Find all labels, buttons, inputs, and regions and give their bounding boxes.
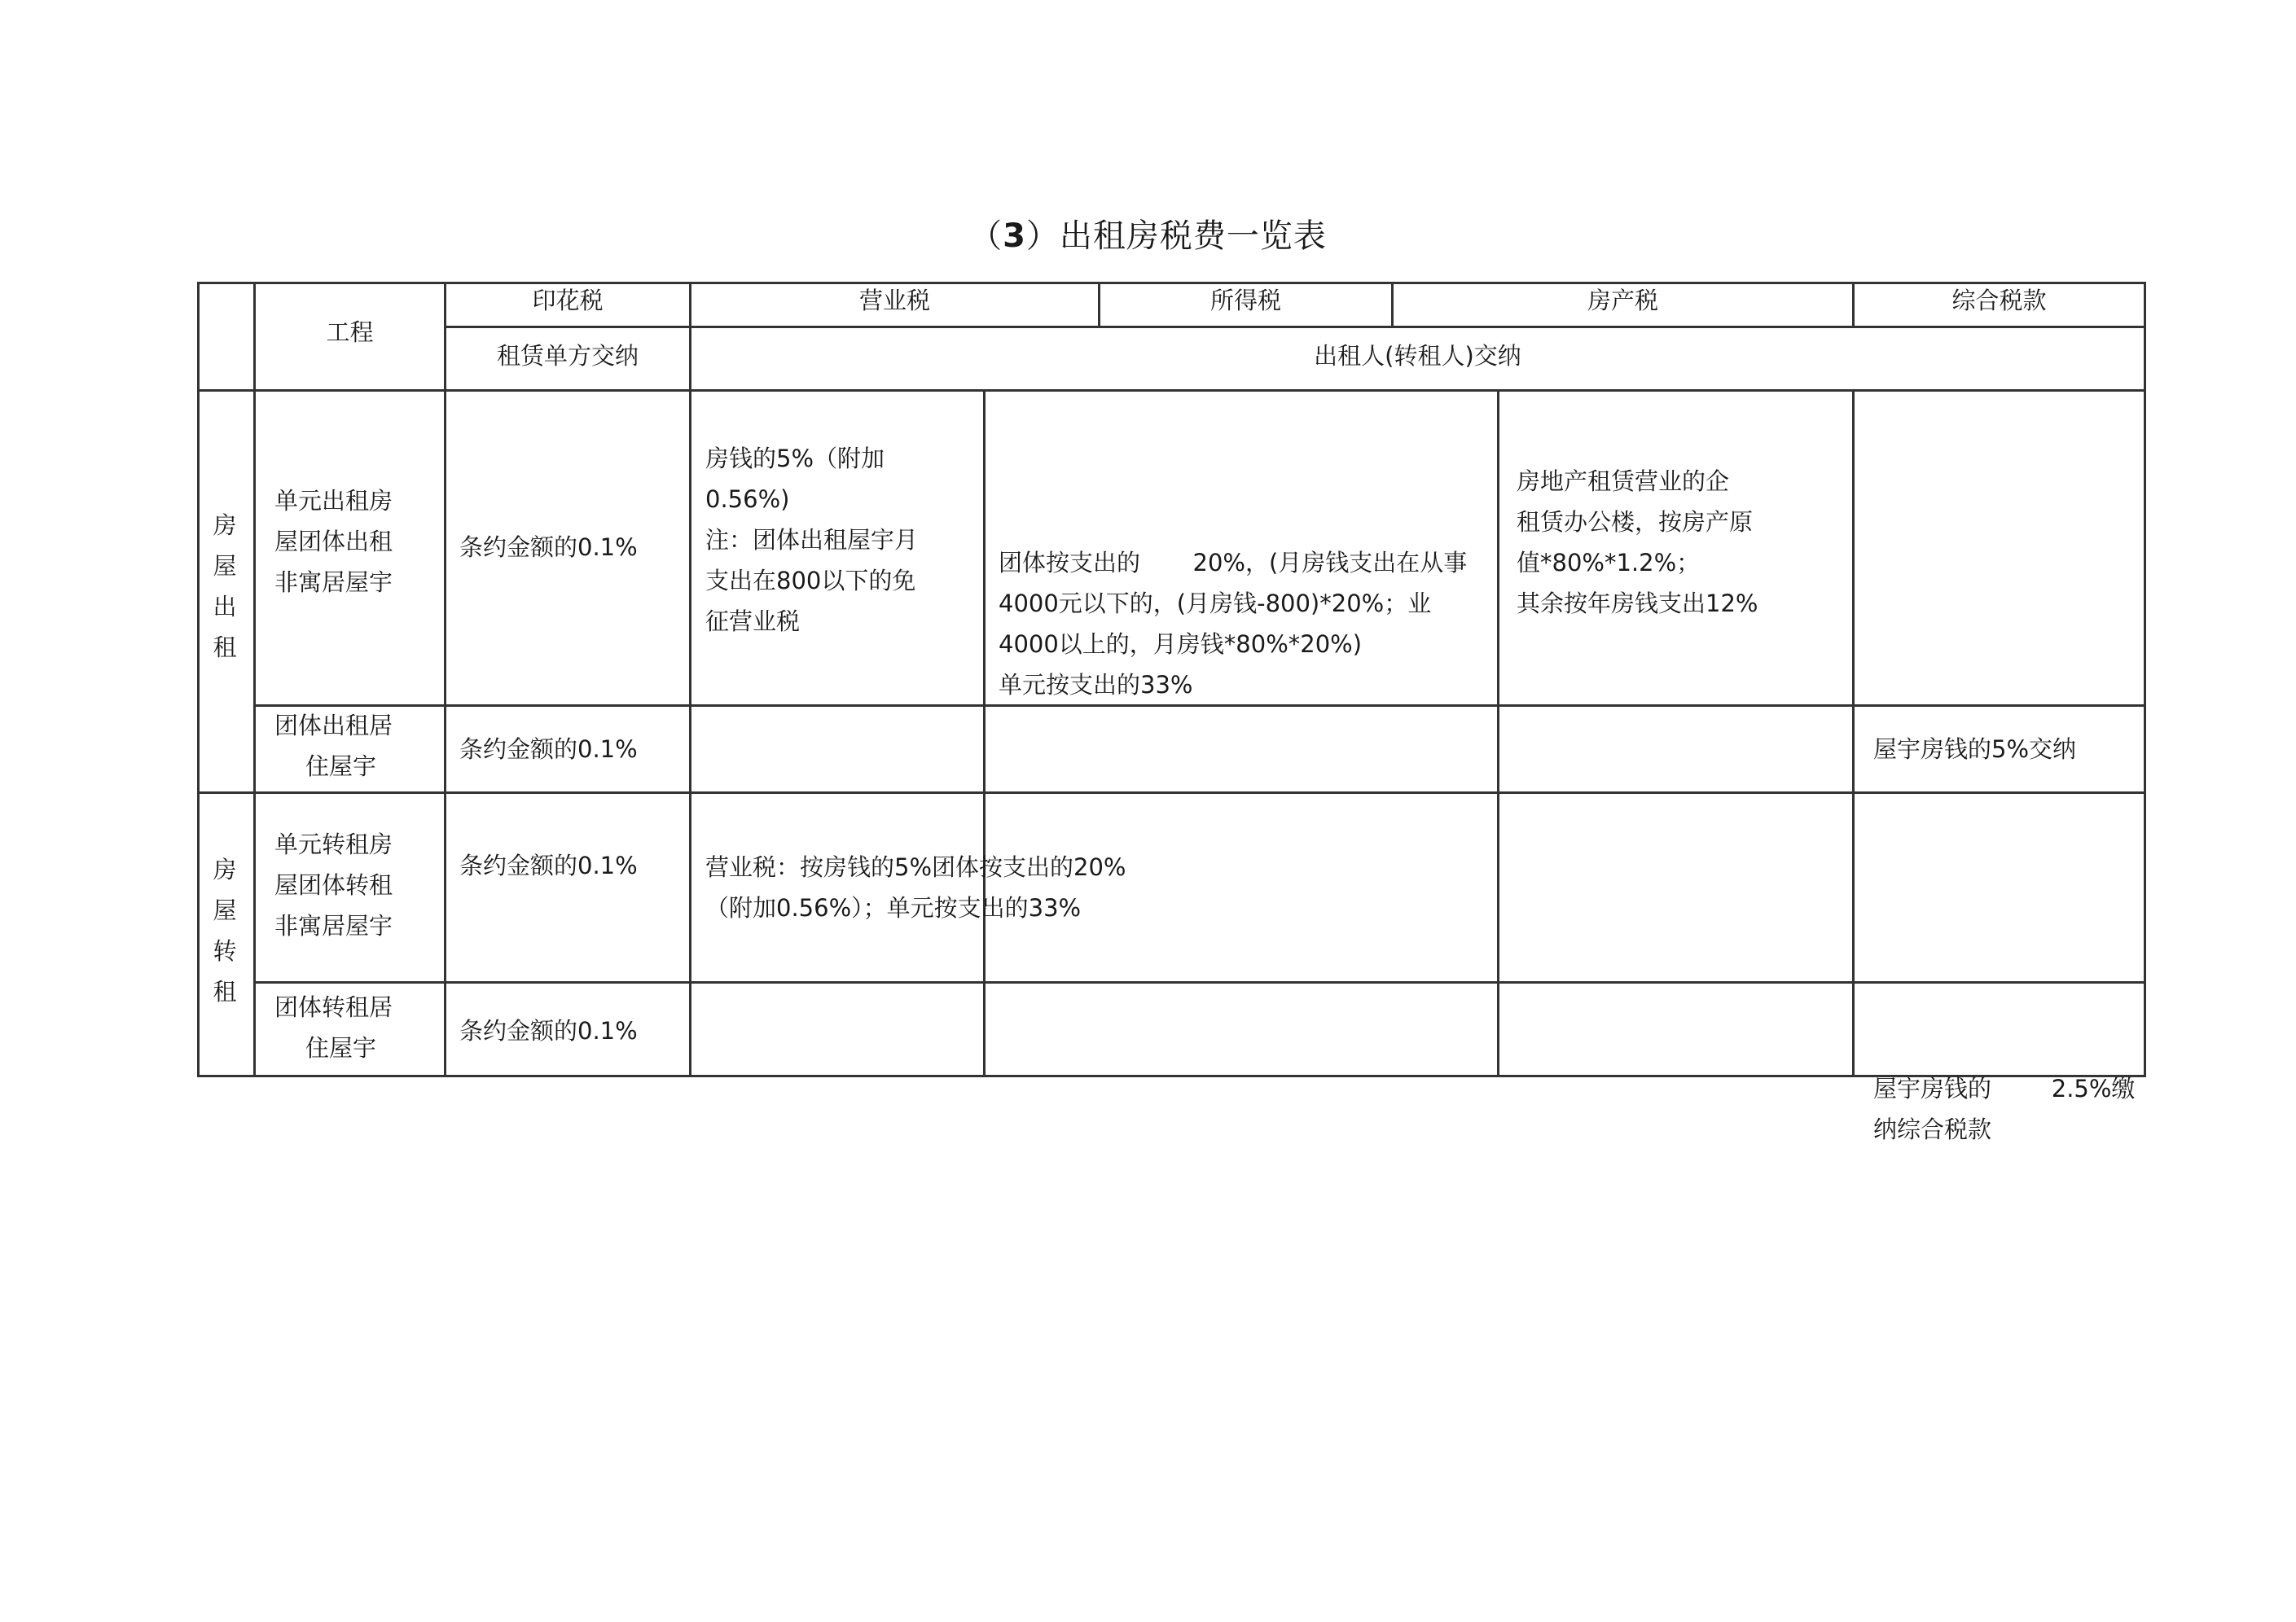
col-divider-project: [444, 282, 446, 1077]
row3-business: 营业税：按房钱的5%团体按支出的20% （附加0.56%）；单元按支出的33%: [705, 853, 1126, 922]
header-consolidated-tax: 综合税款: [1951, 287, 2047, 314]
row2-consolidated: 屋宇房钱的5%交纳: [1873, 735, 2077, 763]
title-prefix: （: [969, 217, 1003, 255]
row1-project: 单元出租房 屋团体出租 非寓居屋宇: [274, 487, 393, 596]
row2-project: 团体出租居 住屋宇: [274, 712, 393, 780]
header-divider: [444, 326, 2146, 328]
group-label-sublet: 房 屋 转 租: [213, 856, 237, 1006]
row2-stamp: 条约金额的0.1%: [459, 735, 638, 763]
col-divider-stamp: [689, 282, 691, 1077]
row1-business: 房钱的5%（附加 0.56%) 注：团体出租屋宇月 支出在800以下的免 征营业税: [705, 445, 919, 635]
row4-project: 团体转租居 住屋宇: [274, 993, 393, 1062]
row3-stamp: 条约金额的0.1%: [459, 852, 638, 879]
header-stamp-tax: 印花税: [532, 287, 604, 314]
col-divider-group: [253, 282, 256, 1077]
row4-stamp: 条约金额的0.1%: [459, 1017, 638, 1045]
row1-income: 团体按支出的 20%，(月房钱支出在从事 4000元以下的，(月房钱-800)*20%；业 4000以上的，月房钱*80%*20%) 单元按支出的33%: [999, 549, 1468, 699]
row-divider-3: [253, 981, 2146, 984]
row1-property: 房地产租赁营业的企 租赁办公楼，按房产原 值*80%*1.2%； 其余按年房钱支出12%: [1517, 467, 1758, 617]
title-text: ）出租房税费一览表: [1025, 217, 1327, 255]
group-label-rent-out: 房 屋 出 租: [213, 511, 237, 661]
col-divider-consolidated: [1852, 389, 1855, 1077]
col-divider-income: [1497, 389, 1499, 1077]
table-border-left: [197, 282, 200, 1077]
title-number: 3: [1003, 217, 1026, 255]
header-business-tax: 营业税: [858, 287, 930, 314]
row3-project: 单元转租房 屋团体转租 非寓居屋宇: [274, 831, 393, 940]
header-income-tax: 所得税: [1209, 287, 1281, 314]
header-project: 工程: [326, 318, 374, 346]
row1-stamp: 条约金额的0.1%: [459, 533, 638, 561]
col-divider-business: [983, 389, 986, 1077]
row4-consolidated: 屋宇房钱的 2.5%缴 纳综合税款: [1873, 1075, 2136, 1143]
table-border-right: [2144, 282, 2146, 1077]
header-lessee-pays: 租赁单方交纳: [496, 342, 639, 370]
header-property-tax: 房产税: [1587, 287, 1658, 314]
header-lessor-pays: 出租人(转租人)交纳: [1314, 342, 1521, 370]
